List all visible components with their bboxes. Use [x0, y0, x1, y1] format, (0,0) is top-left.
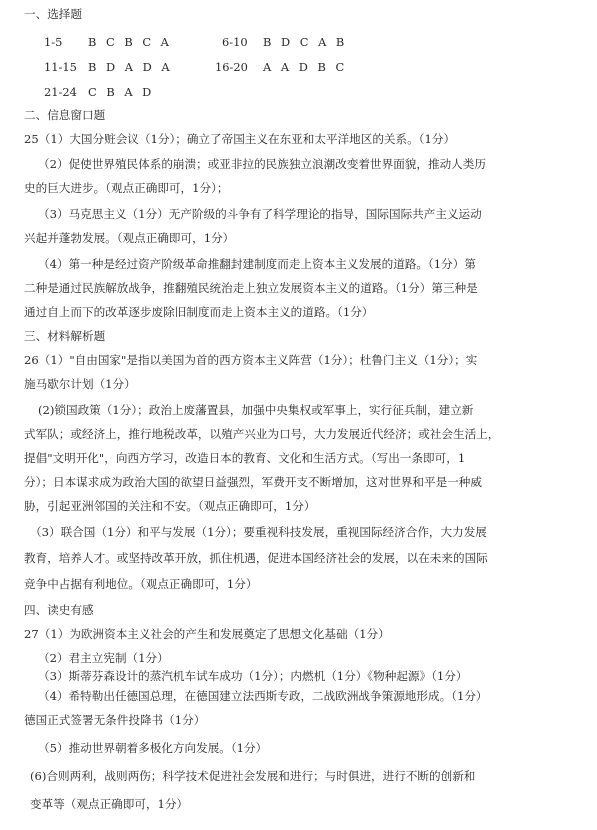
answer-letters: B D A D A: [88, 60, 170, 74]
text-line: 史的巨大进步。（观点正确即可，1分）；: [24, 181, 229, 195]
section-title-material: 三、材料解析题: [24, 329, 106, 343]
text-line: （2）促使世界殖民体系的崩溃；或亚非拉的民族独立浪潮改变着世界面貌，推动人类历: [38, 157, 486, 171]
text-line: （4）希特勒出任德国总理，在德国建立法西斯专政，二战欧洲战争策源地形成。（1分）: [38, 689, 488, 703]
text-line: 兴起并蓬勃发展。（观点正确即可，1分）: [24, 231, 235, 245]
text-line: 25（1）大国分赃会议（1分）；确立了帝国主义在东亚和太平洋地区的关系。（1分）: [24, 132, 456, 146]
answer-letters: A A D B C: [263, 60, 345, 74]
answer-range: 21-24: [44, 85, 77, 99]
section-title-choice: 一、选择题: [24, 7, 82, 21]
text-line: 德国正式签署无条件投降书（1分）: [24, 713, 206, 727]
answer-letters: C B A D: [88, 85, 152, 99]
answer-range: 11-15: [44, 60, 77, 74]
answer-letters: B C B C A: [88, 35, 169, 49]
answer-range: 16-20: [215, 60, 248, 74]
answer-range: 1-5: [44, 35, 63, 49]
text-line: (6)合则两利，战则两伤；科学技术促进社会发展和进行；与时俱进，进行不断的创新和: [30, 769, 476, 783]
text-line: 胁，引起亚洲邻国的关注和不安。（观点正确即可，1分）: [24, 499, 316, 513]
text-line: 通过自上而下的改革逐步废除旧制度而走上资本主义的道路。（1分）: [24, 305, 374, 319]
text-line: (2)锁国政策（1分）；政治上废藩置县，加强中央集权或军事上，实行征兵制，建立新: [38, 403, 474, 417]
text-line: 教育，培养人才。或坚持改革开放，抓住机遇，促进本国经济社会的发展，以在未来的国际: [24, 551, 488, 565]
text-line: 分）；日本谋求成为政治大国的欲望日益强烈，军费开支不断增加，这对世界和平是一种威: [24, 475, 482, 489]
section-title-info: 二、信息窗口题: [24, 108, 106, 122]
text-line: 26（1）"自由国家"是指以美国为首的西方资本主义阵营（1分）；杜鲁门主义（1分）；实: [24, 353, 478, 367]
text-line: 施马歇尔计划（1分）: [24, 377, 136, 391]
text-line: （5）推动世界朝着多极化方向发展。（1分）: [38, 741, 268, 755]
text-line: 二种是通过民族解放战争，推翻殖民统治走上独立发展资本主义的道路。（1分）第三种是: [24, 281, 478, 295]
answer-range: 6-10: [222, 35, 248, 49]
text-line: 竞争中占据有利地位。（观点正确即可，1分）: [24, 577, 258, 591]
text-line: （4）第一种是经过资产阶级革命推翻封建制度而走上资本主义发展的道路。（1分）第: [38, 257, 476, 271]
text-line: （3）斯蒂芬森设计的蒸汽机车试车成功（1分）；内燃机（1分）《物种起源》（1分）: [38, 669, 468, 683]
text-line: （3）联合国（1分）和平与发展（1分）；要重视科技发展，重视国际经济合作，大力发展: [30, 525, 487, 539]
text-line: 式军队；或经济上，推行地税改革，以殖产兴业为口号，大力发展近代经济；或社会生活上，: [24, 427, 500, 441]
text-line: 变革等（观点正确即可，1分）: [30, 797, 189, 811]
text-line: 提倡"文明开化"，向西方学习，改造日本的教育、文化和生活方式。（写出一条即可，1: [24, 451, 466, 465]
answer-letters: B D C A B: [263, 35, 345, 49]
text-line: （3）马克思主义（1分）无产阶级的斗争有了科学理论的指导，国际国际共产主义运动: [38, 207, 482, 221]
text-line: 27（1）为欧洲资本主义社会的产生和发展奠定了思想文化基础（1分）: [24, 627, 390, 641]
section-title-reflection: 四、读史有感: [24, 603, 94, 617]
text-line: （2）君主立宪制（1分）: [38, 651, 169, 665]
